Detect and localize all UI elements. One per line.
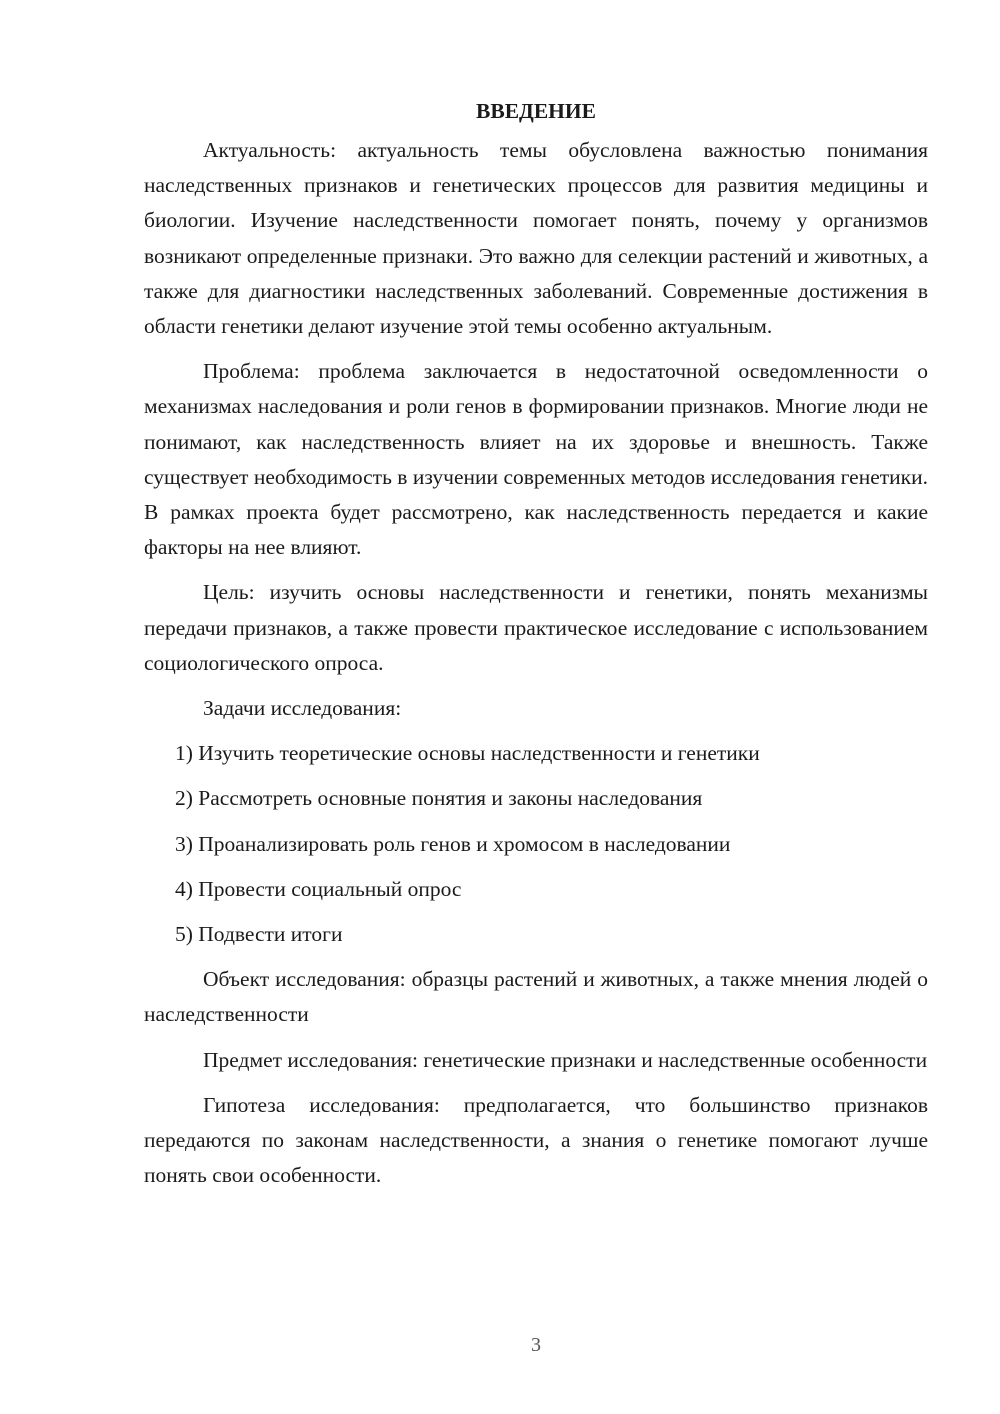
tasks-list (144, 736, 928, 952)
list-item: 4) Провести социальный опрос (175, 876, 462, 901)
document-page (144, 94, 928, 1193)
list-item: 3) Проанализировать роль генов и хромосом в наследовании (175, 831, 731, 856)
paragraph-goal: Цель: изучить основы наследственности и генетики, понять механизмы передачи признаков, а также провести практическое исследование с использованием социологического опроса. (144, 580, 928, 675)
list-item: 1) Изучить теоретические основы наследственности и генетики (175, 741, 760, 766)
page-number: 3 (531, 1334, 541, 1356)
paragraph-problem: Проблема: проблема заключается в недостаточной осведомленности о механизмах наследования и роли генов в формировании признаков. Многие люди не понимают, как наследственность влияет на их здоровье и внешность. Также существует необходимость в изучении современных методов исследования генетики. В рамках проекта будет рассмотрено, как наследственность передается и какие факторы на нее влияют. (144, 359, 928, 560)
paragraph-subject: Предмет исследования: генетические признаки и наследственные особенности (203, 1047, 928, 1072)
paragraph-relevance: Актуальность: актуальность темы обусловлена важностью понимания наследственных признаков и генетических процессов для развития медицины и биологии. Изучение наследственности помогает понять, почему у организмов возникают определенные признаки. Это важно для селекции растений и животных, а также для диагностики наследственных заболеваний. Современные достижения в области генетики делают изучение этой темы особенно актуальным. (144, 138, 928, 339)
tasks-heading: Задачи исследования: (203, 696, 402, 721)
list-item: 5) Подвести итоги (175, 922, 343, 947)
list-item: 2) Рассмотреть основные понятия и законы наследования (175, 786, 703, 811)
paragraph-object: Объект исследования: образцы растений и животных, а также мнения людей о наследственности (144, 967, 928, 1027)
section-title: ВВЕДЕНИЕ (476, 99, 596, 123)
paragraph-hypothesis: Гипотеза исследования: предполагается, что большинство признаков передаются по законам наследственности, а знания о генетике помогают лучше понять свои особенности. (144, 1092, 928, 1188)
